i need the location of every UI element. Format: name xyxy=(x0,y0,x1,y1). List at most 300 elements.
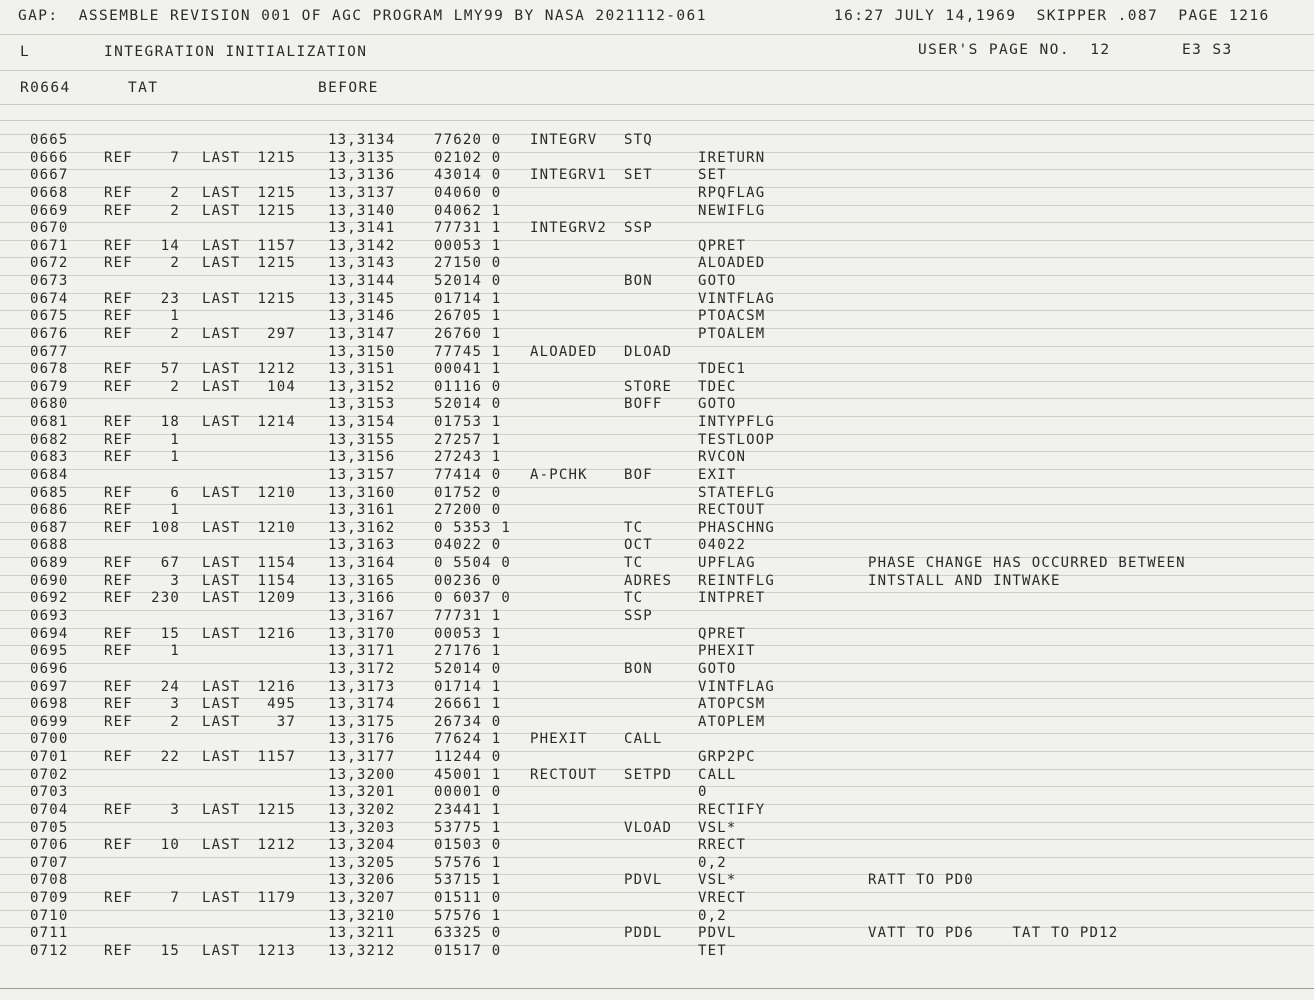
address: 13,3167 xyxy=(328,608,396,624)
ref-count: 3 xyxy=(170,696,180,713)
line-number: 0689 xyxy=(30,555,69,572)
opcode: TC xyxy=(624,590,644,607)
address: 13,3171 xyxy=(328,643,396,660)
last-keyword: LAST xyxy=(202,325,241,342)
address: 13,3203 xyxy=(328,819,396,836)
ref-count: 1 xyxy=(170,308,180,325)
operand: RECTOUT xyxy=(698,502,766,519)
line-number: 0686 xyxy=(30,502,69,519)
octal-word: 45001 1 xyxy=(434,766,502,783)
comment: RATT TO PD0 xyxy=(868,872,974,889)
operand: PTOACSM xyxy=(698,308,766,325)
last-keyword: LAST xyxy=(202,149,241,166)
operand: QPRET xyxy=(698,625,747,642)
ref-count: 1 xyxy=(170,431,180,448)
listing-row xyxy=(0,749,1314,767)
comment: INTSTALL AND INTWAKE xyxy=(868,572,1061,589)
last-page: 1215 xyxy=(257,202,296,219)
line-number: 0692 xyxy=(30,590,69,607)
last-page: 1157 xyxy=(257,237,296,254)
listing-row xyxy=(0,520,1314,538)
address: 13,3142 xyxy=(328,237,396,254)
last-page: 1215 xyxy=(257,184,296,201)
ref-keyword: REF xyxy=(104,942,133,959)
line-number: 0697 xyxy=(30,678,69,695)
operand: PTOALEM xyxy=(698,325,766,342)
row-rule xyxy=(0,751,1314,752)
octal-word: 01714 1 xyxy=(434,678,502,695)
opcode: ADRES xyxy=(624,572,673,589)
opcode: PDVL xyxy=(624,872,663,889)
listing-row xyxy=(0,908,1314,926)
opcode: DLOAD xyxy=(624,343,673,360)
address: 13,3172 xyxy=(328,660,396,677)
operand: RPQFLAG xyxy=(698,184,766,201)
address: 13,3154 xyxy=(328,414,396,431)
line-number: 0703 xyxy=(30,784,69,801)
last-page: 1213 xyxy=(257,942,296,959)
ref-count: 108 xyxy=(151,519,180,536)
octal-word: 00001 0 xyxy=(434,784,502,801)
ref-count: 1 xyxy=(170,449,180,466)
operand: ALOADED xyxy=(698,255,766,272)
row-rule xyxy=(0,328,1314,329)
ref-keyword: REF xyxy=(104,502,133,519)
last-page: 1214 xyxy=(257,414,296,431)
symbol-label: PHEXIT xyxy=(530,731,588,748)
address: 13,3176 xyxy=(328,731,396,748)
listing-row xyxy=(0,767,1314,785)
octal-word: 02102 0 xyxy=(434,149,502,166)
ref-keyword: REF xyxy=(104,378,133,395)
ref-keyword: REF xyxy=(104,837,133,854)
listing-row xyxy=(0,344,1314,362)
row-rule xyxy=(0,628,1314,629)
listing-row xyxy=(0,855,1314,873)
address: 13,3204 xyxy=(328,837,396,854)
last-page: 1212 xyxy=(257,837,296,854)
listing-row xyxy=(0,185,1314,203)
last-page: 1157 xyxy=(257,749,296,766)
octal-word: 77731 1 xyxy=(434,608,502,624)
opcode: BON xyxy=(624,273,653,290)
address: 13,3200 xyxy=(328,766,396,783)
line-number: 0695 xyxy=(30,643,69,660)
octal-word: 27243 1 xyxy=(434,449,502,466)
listing-row xyxy=(0,679,1314,697)
line-number: 0707 xyxy=(30,854,69,871)
line-number: 0682 xyxy=(30,431,69,448)
line-number: 0705 xyxy=(30,819,69,836)
row-rule xyxy=(0,839,1314,840)
address: 13,3152 xyxy=(328,378,396,395)
ref-count: 3 xyxy=(170,801,180,818)
operand: 0,2 xyxy=(698,854,727,871)
listing-row xyxy=(0,502,1314,520)
ref-count: 57 xyxy=(160,361,180,378)
octal-word: 52014 0 xyxy=(434,273,502,290)
row-rule xyxy=(0,222,1314,223)
comment: VATT TO PD6 TAT TO PD12 xyxy=(868,925,1119,942)
ref-keyword: REF xyxy=(104,590,133,607)
operand: INTPRET xyxy=(698,590,766,607)
ref-count: 7 xyxy=(170,149,180,166)
row-rule xyxy=(0,804,1314,805)
last-keyword: LAST xyxy=(202,555,241,572)
listing-row xyxy=(0,590,1314,608)
row-rule xyxy=(0,716,1314,717)
octal-word: 63325 0 xyxy=(434,925,502,942)
octal-word: 77620 0 xyxy=(434,132,502,148)
line-number: 0687 xyxy=(30,519,69,536)
ref-keyword: REF xyxy=(104,255,133,272)
operand: VINTFLAG xyxy=(698,290,776,307)
octal-word: 01753 1 xyxy=(434,414,502,431)
operand: GRP2PC xyxy=(698,749,756,766)
listing-row xyxy=(0,890,1314,908)
ref-keyword: REF xyxy=(104,149,133,166)
operand: PHEXIT xyxy=(698,643,756,660)
octal-word: 23441 1 xyxy=(434,801,502,818)
line-number: 0681 xyxy=(30,414,69,431)
address: 13,3170 xyxy=(328,625,396,642)
line-number: 0666 xyxy=(30,149,69,166)
line-number: 0709 xyxy=(30,890,69,907)
symbol-label: INTEGRV2 xyxy=(530,220,608,237)
line-number: 0711 xyxy=(30,925,69,942)
listing-row xyxy=(0,414,1314,432)
address: 13,3134 xyxy=(328,132,396,148)
listing-row xyxy=(0,308,1314,326)
ref-keyword: REF xyxy=(104,555,133,572)
ref-count: 2 xyxy=(170,325,180,342)
operand: EXIT xyxy=(698,466,737,483)
octal-word: 01714 1 xyxy=(434,290,502,307)
last-keyword: LAST xyxy=(202,749,241,766)
line-number: 0674 xyxy=(30,290,69,307)
last-keyword: LAST xyxy=(202,890,241,907)
listing-row xyxy=(0,326,1314,344)
octal-word: 0 6037 0 xyxy=(434,590,512,607)
opcode: SETPD xyxy=(624,766,673,783)
row-rule xyxy=(0,416,1314,417)
operand: VRECT xyxy=(698,890,747,907)
opcode: VLOAD xyxy=(624,819,673,836)
ref-count: 15 xyxy=(160,942,180,959)
row-rule xyxy=(0,187,1314,188)
line-number: 0688 xyxy=(30,537,69,554)
ref-keyword: REF xyxy=(104,572,133,589)
line-number: 0683 xyxy=(30,449,69,466)
last-keyword: LAST xyxy=(202,713,241,730)
line-number: 0706 xyxy=(30,837,69,854)
address: 13,3150 xyxy=(328,343,396,360)
header-rule xyxy=(0,70,1314,71)
listing-row xyxy=(0,273,1314,291)
address: 13,3160 xyxy=(328,484,396,501)
address: 13,3156 xyxy=(328,449,396,466)
address: 13,3177 xyxy=(328,749,396,766)
ref-keyword: REF xyxy=(104,184,133,201)
listing-row xyxy=(0,784,1314,802)
row-rule xyxy=(0,169,1314,170)
last-page: 1209 xyxy=(257,590,296,607)
address: 13,3137 xyxy=(328,184,396,201)
ref-count: 10 xyxy=(160,837,180,854)
last-page: 1210 xyxy=(257,484,296,501)
listing-row xyxy=(0,379,1314,397)
last-keyword: LAST xyxy=(202,696,241,713)
line-number: 0668 xyxy=(30,184,69,201)
operand: 0,2 xyxy=(698,907,727,924)
ref-keyword: REF xyxy=(104,361,133,378)
listing-row xyxy=(0,925,1314,943)
address: 13,3201 xyxy=(328,784,396,801)
octal-word: 04062 1 xyxy=(434,202,502,219)
last-keyword: LAST xyxy=(202,237,241,254)
symbol-label: A-PCHK xyxy=(530,466,588,483)
octal-word: 00236 0 xyxy=(434,572,502,589)
listing-row xyxy=(0,626,1314,644)
last-page: 1179 xyxy=(257,890,296,907)
listing-row xyxy=(0,238,1314,256)
line-number: 0696 xyxy=(30,660,69,677)
octal-word: 77731 1 xyxy=(434,220,502,237)
octal-word: 04022 0 xyxy=(434,537,502,554)
opcode: CALL xyxy=(624,731,663,748)
line-number: 0684 xyxy=(30,466,69,483)
opcode: BON xyxy=(624,660,653,677)
header-rule xyxy=(0,34,1314,35)
octal-word: 01752 0 xyxy=(434,484,502,501)
address: 13,3202 xyxy=(328,801,396,818)
row-rule xyxy=(0,240,1314,241)
row-rule xyxy=(0,892,1314,893)
operand: GOTO xyxy=(698,273,737,290)
header-rule xyxy=(0,120,1314,121)
row-rule xyxy=(0,134,1314,135)
last-page: 1212 xyxy=(257,361,296,378)
ref-count: 7 xyxy=(170,890,180,907)
user-page-number: USER'S PAGE NO. 12 xyxy=(918,42,1111,58)
operand: TESTLOOP xyxy=(698,431,776,448)
listing-row xyxy=(0,696,1314,714)
operand: TDEC xyxy=(698,378,737,395)
octal-word: 11244 0 xyxy=(434,749,502,766)
line-number: 0710 xyxy=(30,907,69,924)
last-keyword: LAST xyxy=(202,202,241,219)
row-rule xyxy=(0,522,1314,523)
ref-count: 3 xyxy=(170,572,180,589)
footer-rule xyxy=(0,988,1314,989)
listing-row xyxy=(0,643,1314,661)
last-keyword: LAST xyxy=(202,414,241,431)
ref-keyword: REF xyxy=(104,749,133,766)
address: 13,3151 xyxy=(328,361,396,378)
ref-count: 2 xyxy=(170,378,180,395)
ref-count: 1 xyxy=(170,643,180,660)
address: 13,3206 xyxy=(328,872,396,889)
section-title: INTEGRATION INITIALIZATION xyxy=(104,44,368,60)
row-rule xyxy=(0,592,1314,593)
octal-word: 77745 1 xyxy=(434,343,502,360)
ref-count: 22 xyxy=(160,749,180,766)
last-page: 1215 xyxy=(257,290,296,307)
listing-row xyxy=(0,132,1314,150)
operand: RRECT xyxy=(698,837,747,854)
octal-word: 00053 1 xyxy=(434,237,502,254)
last-keyword: LAST xyxy=(202,801,241,818)
listing-row xyxy=(0,220,1314,238)
line-number: 0670 xyxy=(30,220,69,237)
octal-word: 53715 1 xyxy=(434,872,502,889)
last-keyword: LAST xyxy=(202,361,241,378)
operand: IRETURN xyxy=(698,149,766,166)
listing-row xyxy=(0,714,1314,732)
row-rule xyxy=(0,152,1314,153)
ref-count: 23 xyxy=(160,290,180,307)
operand: SET xyxy=(698,167,727,184)
line-number: 0690 xyxy=(30,572,69,589)
ref-keyword: REF xyxy=(104,431,133,448)
line-number: 0680 xyxy=(30,396,69,413)
opcode: TC xyxy=(624,519,644,536)
octal-word: 27176 1 xyxy=(434,643,502,660)
opcode: BOFF xyxy=(624,396,663,413)
address: 13,3211 xyxy=(328,925,396,942)
octal-word: 04060 0 xyxy=(434,184,502,201)
opcode: SET xyxy=(624,167,653,184)
row-rule xyxy=(0,857,1314,858)
octal-word: 57576 1 xyxy=(434,854,502,871)
ref-count: 2 xyxy=(170,255,180,272)
ref-count: 14 xyxy=(160,237,180,254)
operand: INTYPFLG xyxy=(698,414,776,431)
address: 13,3162 xyxy=(328,519,396,536)
comment: PHASE CHANGE HAS OCCURRED BETWEEN xyxy=(868,555,1186,572)
opcode: STQ xyxy=(624,132,653,148)
ref-keyword: REF xyxy=(104,449,133,466)
row-rule xyxy=(0,504,1314,505)
octal-word: 27150 0 xyxy=(434,255,502,272)
last-keyword: LAST xyxy=(202,378,241,395)
address: 13,3164 xyxy=(328,555,396,572)
listing-row xyxy=(0,872,1314,890)
row-rule xyxy=(0,487,1314,488)
address: 13,3135 xyxy=(328,149,396,166)
line-number: 0712 xyxy=(30,942,69,959)
operand: GOTO xyxy=(698,396,737,413)
octal-word: 00041 1 xyxy=(434,361,502,378)
last-keyword: LAST xyxy=(202,519,241,536)
line-number: 0673 xyxy=(30,273,69,290)
address: 13,3174 xyxy=(328,696,396,713)
listing-row xyxy=(0,731,1314,749)
last-keyword: LAST xyxy=(202,942,241,959)
ref-keyword: REF xyxy=(104,890,133,907)
ref-keyword: REF xyxy=(104,414,133,431)
address: 13,3146 xyxy=(328,308,396,325)
last-keyword: LAST xyxy=(202,678,241,695)
octal-word: 01116 0 xyxy=(434,378,502,395)
octal-word: 26705 1 xyxy=(434,308,502,325)
ref-keyword: REF xyxy=(104,237,133,254)
listing-row xyxy=(0,537,1314,555)
row-rule xyxy=(0,205,1314,206)
ref-count: 2 xyxy=(170,713,180,730)
line-number: 0701 xyxy=(30,749,69,766)
line-number: 0669 xyxy=(30,202,69,219)
last-keyword: LAST xyxy=(202,184,241,201)
operand: 04022 xyxy=(698,537,747,554)
ref-count: 2 xyxy=(170,202,180,219)
last-page: 1154 xyxy=(257,572,296,589)
listing-row xyxy=(0,820,1314,838)
listing-row xyxy=(0,555,1314,573)
ref-keyword: REF xyxy=(104,696,133,713)
octal-word: 26760 1 xyxy=(434,325,502,342)
operand: QPRET xyxy=(698,237,747,254)
operand: 0 xyxy=(698,784,708,801)
row-rule xyxy=(0,293,1314,294)
address: 13,3207 xyxy=(328,890,396,907)
opcode: STORE xyxy=(624,378,673,395)
octal-word: 27257 1 xyxy=(434,431,502,448)
ref-count: 6 xyxy=(170,484,180,501)
row-rule xyxy=(0,469,1314,470)
symbol-label: RECTOUT xyxy=(530,766,598,783)
octal-word: 26734 0 xyxy=(434,713,502,730)
last-page: 104 xyxy=(267,378,296,395)
last-page: 1215 xyxy=(257,255,296,272)
listing-row xyxy=(0,361,1314,379)
line-number: 0694 xyxy=(30,625,69,642)
operand: PHASCHNG xyxy=(698,519,776,536)
address: 13,3144 xyxy=(328,273,396,290)
last-page: 1216 xyxy=(257,625,296,642)
ref-count: 67 xyxy=(160,555,180,572)
line-number: 0700 xyxy=(30,731,69,748)
last-keyword: LAST xyxy=(202,590,241,607)
routine-name: TAT xyxy=(128,80,159,96)
row-rule xyxy=(0,681,1314,682)
octal-word: 00053 1 xyxy=(434,625,502,642)
listing-row xyxy=(0,467,1314,485)
address: 13,3153 xyxy=(328,396,396,413)
operand: GOTO xyxy=(698,660,737,677)
listing-row xyxy=(0,167,1314,185)
octal-word: 77624 1 xyxy=(434,731,502,748)
address: 13,3175 xyxy=(328,713,396,730)
row-rule xyxy=(0,698,1314,699)
operand: RVCON xyxy=(698,449,747,466)
address: 13,3212 xyxy=(328,942,396,959)
octal-word: 01517 0 xyxy=(434,942,502,959)
last-keyword: LAST xyxy=(202,255,241,272)
ref-keyword: REF xyxy=(104,643,133,660)
octal-word: 43014 0 xyxy=(434,167,502,184)
last-keyword: LAST xyxy=(202,572,241,589)
last-page: 1210 xyxy=(257,519,296,536)
address: 13,3136 xyxy=(328,167,396,184)
opcode: BOF xyxy=(624,466,653,483)
address: 13,3166 xyxy=(328,590,396,607)
ref-keyword: REF xyxy=(104,625,133,642)
line-number: 0698 xyxy=(30,696,69,713)
header-timestamp: 16:27 JULY 14,1969 SKIPPER .087 PAGE 1216 xyxy=(834,8,1270,24)
listing-row xyxy=(0,837,1314,855)
ref-keyword: REF xyxy=(104,713,133,730)
